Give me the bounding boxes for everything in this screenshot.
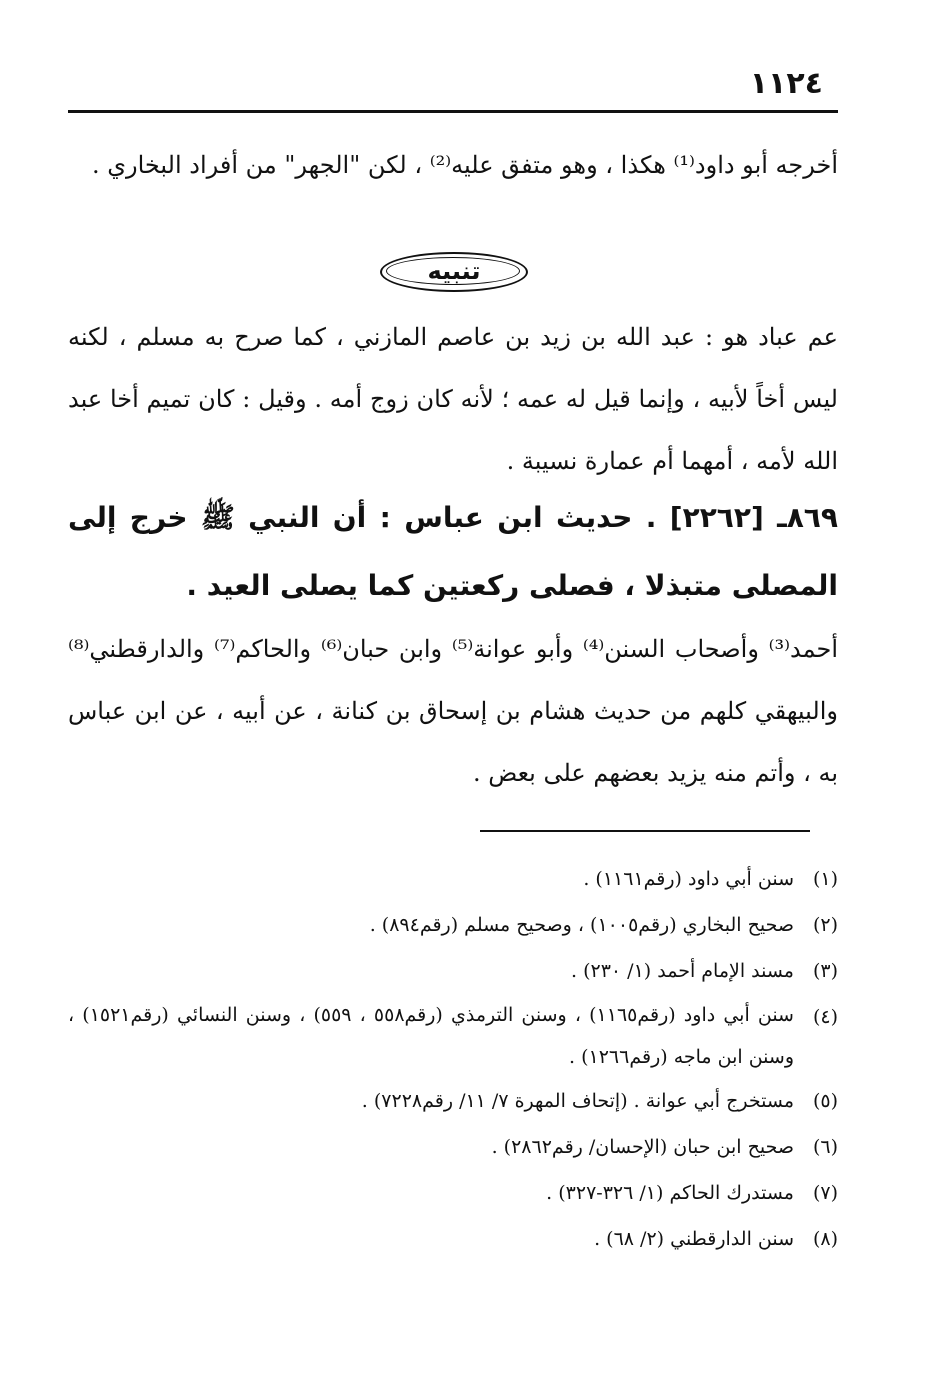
footnote-text: مسند الإمام أحمد (١/ ٢٣٠) . bbox=[571, 960, 794, 982]
footnote-text: مستدرك الحاكم (١/ ٣٢٦-٣٢٧) . bbox=[546, 1182, 794, 1204]
footnote-item bbox=[68, 994, 838, 1078]
intro-paragraph: أخرجه أبو داود⁽¹⁾ هكذا ، وهو متفق عليه⁽²⁾ ، لكن "الجهر" من أفراد البخاري . bbox=[91, 151, 838, 179]
footnote-text: سنن أبي داود (رقم١١٦٥) ، وسنن الترمذي (رقم٥٥٨ ، ٥٥٩) ، وسنن النسائي (رقم١٥٢١) ، وسنن ابن ماجه (رقم١٢٦٦) . bbox=[68, 1004, 794, 1068]
footnote-text: صحيح ابن حبان (الإحسان/ رقم٢٨٦٢) . bbox=[491, 1136, 794, 1158]
footnote-number: (٣) bbox=[812, 960, 838, 982]
footnote-text: سنن الدارقطني (٢/ ٦٨) . bbox=[594, 1228, 794, 1250]
footnote-number: (١) bbox=[812, 868, 838, 890]
tanbih-label: تنبيه bbox=[427, 257, 481, 285]
footnote-number: (٦) bbox=[812, 1136, 838, 1158]
note-paragraph: عم عباد هو : عبد الله بن زيد بن عاصم المازني ، كما صرح به مسلم ، لكنه ليس أخاً لأبيه ، وإنما قيل له عمه ؛ لأنه كان زوج أمه . وقيل : كان تميم أخا عبد الله لأمه ، أمهما أم عمارة نسيبة . bbox=[68, 323, 838, 475]
footnote-item bbox=[68, 1170, 838, 1216]
footnote-number: (٢) bbox=[812, 914, 838, 936]
footnote-number: (٤) bbox=[812, 1006, 838, 1028]
footnote-item bbox=[68, 948, 838, 994]
footnote-item bbox=[68, 1216, 838, 1262]
footnote-text: سنن أبي داود (رقم١١٦١) . bbox=[583, 868, 794, 890]
footnote-rule bbox=[480, 830, 810, 832]
footnotes-list bbox=[68, 856, 838, 1262]
footnote-number: (٨) bbox=[812, 1228, 838, 1250]
footnote-text: صحيح البخاري (رقم١٠٠٥) ، وصحيح مسلم (رقم٨٩٤) . bbox=[369, 914, 794, 936]
footnote-text: مستخرج أبي عوانة . (إتحاف المهرة ٧/ ١١/ رقم٧٢٢٨) . bbox=[361, 1090, 794, 1112]
footnote-item bbox=[68, 902, 838, 948]
tanbih-heading bbox=[380, 252, 528, 292]
page-number: ١١٢٤ bbox=[749, 66, 823, 101]
takhrij-paragraph: أحمد⁽³⁾ وأصحاب السنن⁽⁴⁾ وأبو عوانة⁽⁵⁾ وابن حبان⁽⁶⁾ والحاكم⁽⁷⁾ والدارقطني⁽⁸⁾ والبيهقي كلهم من حديث هشام بن إسحاق بن كنانة ، عن أبيه ، عن ابن عباس به ، وأتم منه يزيد بعضهم على بعض . bbox=[68, 635, 838, 787]
header-rule bbox=[68, 110, 838, 113]
hadith-heading: ٨٦٩ـ [٢٢٦٢] . حديث ابن عباس : أن النبي ﷺ خرج إلى المصلى متبذلا ، فصلى ركعتين كما يصلى العيد . bbox=[68, 501, 838, 602]
footnote-number: (٥) bbox=[812, 1090, 838, 1112]
footnote-item bbox=[68, 1078, 838, 1124]
footnote-number: (٧) bbox=[812, 1182, 838, 1204]
footnote-item bbox=[68, 1124, 838, 1170]
footnote-item bbox=[68, 856, 838, 902]
